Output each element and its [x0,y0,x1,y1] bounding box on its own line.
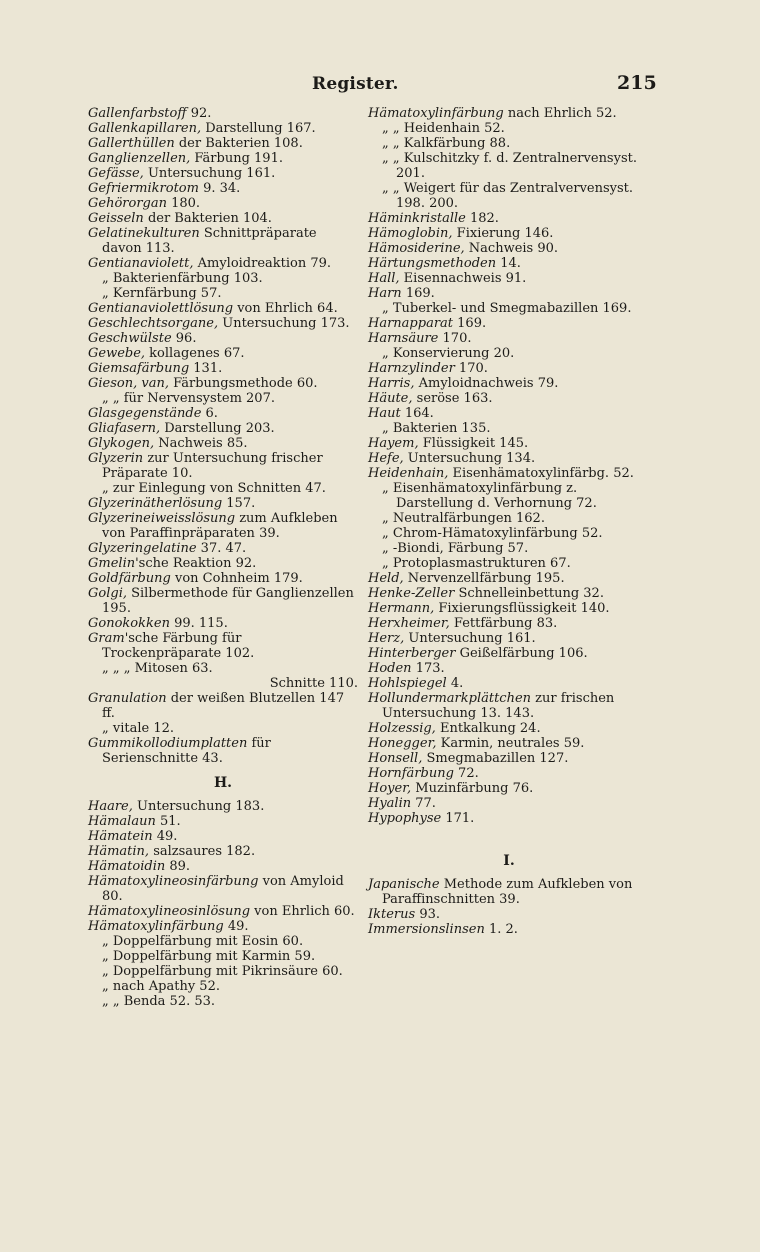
index-entry-reference: Färbungsmethode 60. [168,376,318,391]
index-entry-reference: Nervenzellfärbung 195. [403,571,565,586]
index-entry [88,436,358,451]
index-entry-reference: 89. [165,859,191,874]
index-entry [88,919,358,934]
index-entry-reference: „ Doppelfärbung mit Eosin 60. [102,934,304,949]
index-entry-reference: 'sche Reaktion 92. [135,556,257,571]
index-entry-reference: „ -Biondi, Färbung 57. [382,541,529,556]
index-entry [368,601,650,616]
index-entry [368,361,650,376]
index-entry [88,301,358,316]
index-entry-reference: „ „ Weigert für das Zentralvervensyst. 198. 200. [382,181,634,211]
index-entry-term: Gentianaviolett, [88,256,194,271]
index-entry-reference: Nachweis 85. [154,436,248,451]
index-entry-reference: „ Eisenhämatoxylinfärbung z. Darstellung d. Verhornung 72. [382,481,597,511]
index-entry-term: Hämatin, [88,844,150,859]
index-subentry [88,481,358,496]
index-entry [368,661,650,676]
index-entry-reference: 157. [222,496,256,511]
index-entry [88,799,358,814]
index-entry-term: Harnapparat [368,316,454,331]
index-column-right [368,106,650,937]
index-subentry [88,286,358,301]
index-entry-reference: Fixierung 146. [452,226,554,241]
index-entry-term: Gefriermikrotom [88,181,199,196]
index-entry-term: Giemsafärbung [88,361,190,376]
index-entry-reference: Karmin, neutrales 59. [436,736,585,751]
index-entry-term: Ikterus [368,907,416,922]
index-entry [88,121,358,136]
index-entry-term: Gallenfarbstoff [88,106,187,121]
index-entry [368,331,650,346]
index-entry-reference: nach Ehrlich 52. [503,106,617,121]
index-subentry [88,661,358,676]
index-entry [368,211,650,226]
index-entry-term: Goldfärbung [88,571,171,586]
index-entry-term: Gefässe, [88,166,144,181]
index-entry-reference: 164. [400,406,434,421]
index-entry-reference: Fettfärbung 83. [449,616,558,631]
index-entry-reference: 93. [415,907,441,922]
index-entry [88,556,358,571]
index-entry [368,781,650,796]
index-entry-reference: 72. [453,766,479,781]
index-entry-term: Gewebe, [88,346,146,361]
index-entry-reference: Amyloidnachweis 79. [414,376,559,391]
index-entry [88,511,358,541]
index-entry-reference: Darstellung 203. [160,421,275,436]
index-entry-reference: „ Protoplasmastrukturen 67. [382,556,571,571]
index-entry-reference: „ Doppelfärbung mit Karmin 59. [102,949,316,964]
index-subentry [368,301,650,316]
index-subentry [88,391,358,406]
index-entry-reference: 'sche Färbung für Trockenpräparate 102. [102,631,255,661]
index-subentry [368,526,650,541]
index-entry [88,736,358,766]
index-entry [368,616,650,631]
index-entry-term: Hypophyse [368,811,442,826]
index-entry-term: Gmelin [88,556,136,571]
index-entry-reference: „ Neutralfärbungen 162. [382,511,545,526]
index-entry-reference: der weißen Blutzellen 147 ff. [102,691,345,721]
index-entry-term: Hornfärbung [368,766,454,781]
index-entry-term: Hämoglobin, [368,226,453,241]
index-entry-term: Häute, [368,391,413,406]
index-entry-term: Hollundermarkplättchen [368,691,532,706]
index-entry-term: Granulation [88,691,167,706]
index-entry-reference: „ Bakterien 135. [382,421,491,436]
index-entry-term: Hämosiderine, [368,241,465,256]
index-entry [368,631,650,646]
index-entry-reference: 169. [401,286,435,301]
index-entry-term: Holzessig, [368,721,436,736]
index-entry-term: Hämatoxylineosinlösung [88,904,251,919]
index-entry-reference: Untersuchung 134. [403,451,536,466]
index-entry-term: Gallerthüllen [88,136,175,151]
index-entry [368,586,650,601]
index-entry-reference: Schnittpräparate davon 113. [102,226,317,256]
index-entry-reference: 171. [441,811,475,826]
index-entry-term: Gummikollodiumplatten [88,736,248,751]
index-entry [368,877,650,907]
index-entry-reference: „ „ Kulschitzky f. d. Zentralnervensyst. 201. [382,151,637,181]
index-entry-term: Geisseln [88,211,144,226]
index-entry-reference: „ „ Kalkfärbung 88. [382,136,511,151]
index-entry-reference: 92. [186,106,212,121]
index-entry-reference: 169. [453,316,487,331]
index-entry-reference: Nachweis 90. [464,241,559,256]
index-subentry [88,271,358,286]
index-subentry [368,151,650,181]
index-entry-term: Glyzerineiweisslösung [88,511,236,526]
index-entry-term: Gliafasern, [88,421,161,436]
index-entry [88,586,358,616]
index-subentry [368,481,650,511]
index-entry [368,646,650,661]
index-entry-reference: Eisennachweis 91. [399,271,527,286]
index-entry [368,691,650,721]
index-entry-term: Hämatoxylinfärbung [368,106,504,121]
index-entry-term: Hämatoidin [88,859,166,874]
index-entry-reference: Untersuchung 183. [132,799,265,814]
index-entry-reference: für Serienschnitte 43. [102,736,271,766]
index-entry [368,436,650,451]
index-entry-reference: 77. [411,796,436,811]
index-entry-reference: „ Konservierung 20. [382,346,515,361]
index-entry-term: Hoyer, [368,781,412,796]
index-entry-term: Glyzerin [88,451,144,466]
index-entry-reference: 6. [201,406,218,421]
index-entry-term: Held, [368,571,404,586]
index-subentry [368,421,650,436]
index-entry-reference: 1. 2. [484,922,518,937]
index-entry [368,286,650,301]
index-entry [368,316,650,331]
index-subentry [368,121,650,136]
index-entry-reference: Silbermethode für Ganglienzellen 195. [102,586,354,616]
index-entry-term: Hämalaun [88,814,156,829]
index-entry [368,922,650,937]
index-entry-term: Gelatinekulturen [88,226,200,241]
index-entry-term: Glasgegenstände [88,406,202,421]
index-entry-term: Härtungsmethoden [368,256,497,271]
index-entry-reference: salzsaures 182. [149,844,256,859]
index-entry-reference: seröse 163. [412,391,493,406]
index-entry [88,814,358,829]
index-entry-reference: Methode zum Aufkleben von Paraffinschnitten 39. [382,877,633,907]
index-entry-reference: „ zur Einlegung von Schnitten 47. [102,481,326,496]
index-subentry [368,181,650,211]
index-entry [88,904,358,919]
index-entry [368,226,650,241]
index-entry-reference: Schnelleinbettung 32. [454,586,604,601]
index-entry-reference: von Amyloid 80. [102,874,344,904]
index-entry-reference: Untersuchung 161. [143,166,276,181]
index-entry-reference: Muzinfärbung 76. [411,781,534,796]
index-entry-term: Hämatoxylineosinfärbung [88,874,259,889]
index-entry-reference: 99. 115. [169,616,228,631]
index-entry-reference: Geißelfärbung 106. [455,646,588,661]
index-entry [88,421,358,436]
index-entry-term: Hoden [368,661,412,676]
index-entry-term: Heidenhain, [368,466,449,481]
index-subentry [88,721,358,736]
index-entry [368,811,650,826]
index-entry-reference: 14. [496,256,521,271]
index-entry-reference: 180. [166,196,201,211]
page-number: 215 [617,72,657,94]
index-entry [88,859,358,874]
index-entry-reference: 4. [446,676,464,691]
index-entry-term: Geschwülste [88,331,172,346]
index-entry-term: Herz, [368,631,405,646]
index-entry-term: Harnzylinder [368,361,455,376]
index-entry-reference: „ vitale 12. [102,721,175,736]
index-subentry [88,949,358,964]
index-entry-reference: „ „ Benda 52. 53. [102,994,216,1009]
index-subentry [88,934,358,949]
index-entry-term: Harnsäure [368,331,439,346]
index-entry-term: Hefe, [368,451,404,466]
index-entry-term: Gram [88,631,125,646]
index-entry-term: Gallenkapillaren, [88,121,202,136]
index-subentry [88,676,358,691]
index-entry-term: Glykogen, [88,436,155,451]
index-entry-reference: 9. 34. [198,181,241,196]
index-entry [368,466,650,481]
index-subentry [368,541,650,556]
index-entry-reference: Untersuchung 161. [404,631,536,646]
index-entry [368,376,650,391]
index-entry-reference: Smegmabazillen 127. [422,751,569,766]
index-entry [368,721,650,736]
index-entry-term: Henke-Zeller [368,586,455,601]
index-entry [368,106,650,121]
index-entry-term: Gonokokken [88,616,170,631]
index-entry-reference: „ nach Apathy 52. [102,979,220,994]
index-subentry [368,346,650,361]
index-entry [368,766,650,781]
index-entry-reference: 170. [438,331,472,346]
index-subentry [88,994,358,1009]
index-entry [88,496,358,511]
index-entry [368,907,650,922]
index-entry-reference: 182. [465,211,499,226]
index-entry-reference: 170. [454,361,488,376]
index-entry [368,406,650,421]
section-spacer [368,826,650,844]
index-entry [88,136,358,151]
index-entry-reference: 49. [223,919,249,934]
index-entry [88,874,358,904]
index-entry-term: Hämatein [88,829,153,844]
index-entry-term: Harris, [368,376,415,391]
index-entry-reference: 131. [189,361,223,376]
index-entry-term: Ganglienzellen, [88,151,191,166]
index-entry-reference: „ Kernfärbung 57. [102,286,222,301]
index-entry-reference: der Bakterien 108. [174,136,303,151]
index-entry [368,571,650,586]
index-entry-term: Hyalin [368,796,412,811]
page-header [0,74,760,100]
index-entry [368,451,650,466]
index-entry-term: Hayem, [368,436,419,451]
index-entry [88,406,358,421]
index-entry-term: Herxheimer, [368,616,450,631]
index-entry-term: Hall, [368,271,400,286]
index-entry-reference: Amyloidreaktion 79. [193,256,332,271]
index-subentry [368,556,650,571]
index-subentry [368,136,650,151]
index-entry-reference: Schnitte 110. [269,676,358,691]
index-entry [88,361,358,376]
index-entry-reference: von Ehrlich 64. [233,301,338,316]
index-column-left [88,106,358,1009]
index-entry-reference: der Bakterien 104. [143,211,272,226]
index-entry-reference: von Ehrlich 60. [250,904,355,919]
index-entry-reference: Flüssigkeit 145. [418,436,529,451]
index-entry [368,241,650,256]
index-entry-term: Hinterberger [368,646,456,661]
index-entry [88,181,358,196]
index-entry-reference: zur frischen Untersuchung 13. 143. [382,691,615,721]
index-entry [88,256,358,271]
index-entry-term: Immersionslinsen [368,922,485,937]
index-entry-term: Haare, [88,799,133,814]
index-subentry [88,979,358,994]
index-entry-term: Japanische [368,877,440,892]
index-entry-reference: Darstellung 167. [201,121,316,136]
index-entry [88,106,358,121]
index-entry-term: Glyzeringelatine [88,541,197,556]
index-entry-reference: „ „ Heidenhain 52. [382,121,505,136]
index-entry-term: Honegger, [368,736,437,751]
index-entry-term: Golgi, [88,586,127,601]
index-section-letter: I. [503,853,515,869]
index-entry [88,376,358,391]
index-entry [88,331,358,346]
index-entry-reference: „ „ „ Mitosen 63. [102,661,213,676]
index-entry [88,844,358,859]
index-entry-term: Gieson, van, [88,376,169,391]
index-entry-term: Hämatoxylinfärbung [88,919,224,934]
index-entry-reference: „ Doppelfärbung mit Pikrinsäure 60. [102,964,343,979]
index-entry-term: Gehörorgan [88,196,167,211]
index-entry-reference: Untersuchung 173. [218,316,350,331]
index-entry-term: Gentianaviolettlösung [88,301,234,316]
index-entry [368,256,650,271]
index-entry-reference: „ „ für Nervensystem 207. [102,391,275,406]
index-entry [88,196,358,211]
index-entry [368,271,650,286]
index-entry-reference: „ Bakterienfärbung 103. [102,271,263,286]
index-entry [88,631,358,661]
index-entry-term: Harn [368,286,402,301]
index-entry-term: Honsell, [368,751,423,766]
index-entry [88,541,358,556]
index-entry-reference: zur Untersuchung frischer Präparate 10. [102,451,323,481]
index-entry-term: Hermann, [368,601,435,616]
index-section-letter: H. [213,775,233,791]
index-entry [88,829,358,844]
index-entry-reference: zum Aufkleben von Paraffinpräparaten 39. [102,511,338,541]
index-entry-term: Geschlechtsorgane, [88,316,219,331]
index-entry-reference: Entkalkung 24. [435,721,541,736]
index-entry [88,226,358,256]
index-entry-reference: 51. [155,814,181,829]
index-entry [88,211,358,226]
index-entry-reference: Eisenhämatoxylinfärbg. 52. [448,466,634,481]
index-entry [368,391,650,406]
index-entry-reference: 49. [152,829,178,844]
index-entry-term: Hohlspiegel [368,676,447,691]
index-entry-reference: von Cohnheim 179. [170,571,303,586]
index-entry [88,151,358,166]
index-entry-reference: Fixierungsflüssigkeit 140. [434,601,610,616]
index-entry [88,451,358,481]
index-entry-term: Haut [368,406,401,421]
index-entry [368,796,650,811]
index-entry-term: Glyzerinätherlösung [88,496,223,511]
page-title: Register. [312,74,399,94]
index-entry-reference: 37. 47. [196,541,247,556]
index-subentry [368,511,650,526]
index-entry [88,316,358,331]
index-entry [368,736,650,751]
index-entry [88,346,358,361]
index-entry-reference: Färbung 191. [190,151,283,166]
index-entry [88,571,358,586]
index-entry [88,691,358,721]
index-entry-reference: „ Chrom-Hämatoxylinfärbung 52. [382,526,603,541]
index-entry-reference: 96. [171,331,197,346]
index-entry [88,166,358,181]
index-entry-reference: 173. [411,661,445,676]
index-entry [368,676,650,691]
index-entry-reference: kollagenes 67. [145,346,245,361]
index-subentry [88,964,358,979]
index-entry-reference: „ Tuberkel- und Smegmabazillen 169. [382,301,632,316]
index-entry-term: Häminkristalle [368,211,466,226]
index-entry [368,751,650,766]
index-entry [88,616,358,631]
